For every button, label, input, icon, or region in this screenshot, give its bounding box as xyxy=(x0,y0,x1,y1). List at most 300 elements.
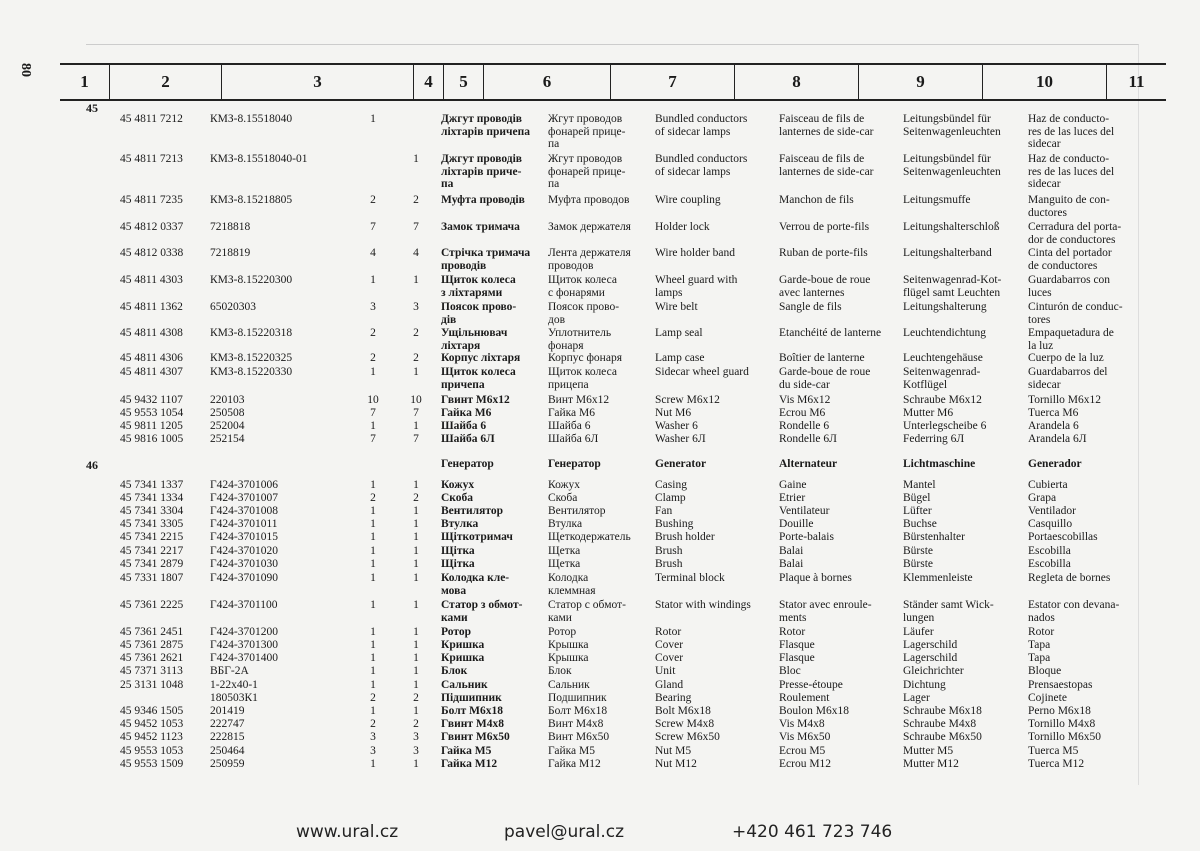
qty-col5-cell: 1 xyxy=(413,639,419,651)
part-number-cell: 180503К1 xyxy=(210,692,258,704)
russian-name-cell: Колодка клеммная xyxy=(548,572,596,597)
german-name-cell: Leitungshalterband xyxy=(903,247,992,259)
qty-col4-cell: 1 xyxy=(370,505,376,517)
qty-col5-cell: 2 xyxy=(413,194,419,206)
ukrainian-name-cell: Гвинт М6x50 xyxy=(441,731,510,743)
qty-col4-cell: 2 xyxy=(370,692,376,704)
code-cell: 45 9432 1107 xyxy=(120,394,183,406)
part-number-cell: КМЗ-8.15518040 xyxy=(210,113,293,125)
qty-col4-cell: 1 xyxy=(370,705,376,717)
english-name-cell: Terminal block xyxy=(655,572,725,584)
german-name-cell: Schraube M6x12 xyxy=(903,394,982,406)
ukrainian-name-cell: Ротор xyxy=(441,626,471,638)
french-name-cell: Plaque à bornes xyxy=(779,572,852,584)
russian-name-cell: Замок держателя xyxy=(548,221,631,233)
russian-name-cell: Гайка М5 xyxy=(548,745,595,757)
spanish-name-cell: Guardabarros del sidecar xyxy=(1028,366,1108,391)
part-number-cell: Г424-3701008 xyxy=(210,505,278,517)
ukrainian-name-cell: Щітка xyxy=(441,558,475,570)
english-name-cell: Bolt M6x18 xyxy=(655,705,711,717)
code-cell: 25 3131 1048 xyxy=(120,679,184,691)
code-cell: 45 4811 7212 xyxy=(120,113,183,125)
qty-col5-cell: 1 xyxy=(413,366,419,378)
part-number-cell: КМЗ-8.15220318 xyxy=(210,327,293,339)
qty-col5-cell: 3 xyxy=(413,731,419,743)
russian-name-cell: Винт М6x50 xyxy=(548,731,610,743)
russian-name-cell: Кожух xyxy=(548,479,581,491)
qty-col4-cell: 1 xyxy=(370,545,376,557)
qty-col4-cell: 7 xyxy=(370,221,376,233)
french-name-cell: Presse-étoupe xyxy=(779,679,843,691)
ukrainian-name-cell: Кожух xyxy=(441,479,475,491)
spanish-name-cell: Estator con devana- nados xyxy=(1028,599,1120,624)
ukrainian-name-cell: Гайка М5 xyxy=(441,745,492,757)
english-name-cell: Brush xyxy=(655,558,683,570)
german-name-cell: Gleichrichter xyxy=(903,665,964,677)
column-header-7: 7 xyxy=(611,65,735,99)
english-name-cell: Wire coupling xyxy=(655,194,721,206)
qty-col5-cell: 7 xyxy=(413,433,419,445)
german-name-cell: Leitungshalterung xyxy=(903,301,987,313)
qty-col5-cell: 1 xyxy=(413,572,419,584)
spanish-name-cell: Tapa xyxy=(1028,639,1051,651)
french-name-cell: Bloc xyxy=(779,665,801,677)
part-number-cell: 7218819 xyxy=(210,247,251,259)
part-number-cell: Г424-3701090 xyxy=(210,572,278,584)
code-cell: 45 4811 4303 xyxy=(120,274,183,286)
qty-col4-cell: 1 xyxy=(370,679,376,691)
russian-name-cell: Шайба 6Л xyxy=(548,433,599,445)
ukrainian-name-cell: Муфта проводів xyxy=(441,194,525,206)
spanish-name-cell: Cerradura del porta- dor de conductores xyxy=(1028,221,1122,246)
russian-name-cell: Поясок прово- дов xyxy=(548,301,620,326)
english-name-cell: Cover xyxy=(655,639,684,651)
part-number-cell: КМЗ-8.15220330 xyxy=(210,366,293,378)
ukrainian-name-cell: Кришка xyxy=(441,639,485,651)
part-number-cell: Г424-3701100 xyxy=(210,599,278,611)
qty-col4-cell: 2 xyxy=(370,194,376,206)
code-cell: 45 7341 1337 xyxy=(120,479,184,491)
part-number-cell: Г424-3701015 xyxy=(210,531,278,543)
spanish-name-cell: Ventilador xyxy=(1028,505,1076,517)
french-name-cell: Etanchéité de lanterne xyxy=(779,327,882,339)
french-name-cell: Rotor xyxy=(779,626,806,638)
german-name-cell: Bügel xyxy=(903,492,931,504)
english-name-cell: Stator with windings xyxy=(655,599,751,611)
qty-col4-cell: 1 xyxy=(370,366,376,378)
ukrainian-name-cell: Статор з обмот- ками xyxy=(441,599,523,624)
german-name-cell: Federring 6Л xyxy=(903,433,965,445)
english-name-cell: Rotor xyxy=(655,626,682,638)
spanish-name-cell: Cojinete xyxy=(1028,692,1067,704)
french-name-cell: Balai xyxy=(779,545,804,557)
german-name-cell: Schraube M6x18 xyxy=(903,705,982,717)
spanish-name-cell: Tornillo M6x12 xyxy=(1028,394,1101,406)
german-name-cell: Lagerschild xyxy=(903,652,958,664)
german-name-cell: Leuchtendichtung xyxy=(903,327,987,339)
russian-name-cell: Блок xyxy=(548,665,572,677)
part-number-cell: 250464 xyxy=(210,745,245,757)
code-cell: 45 7361 2875 xyxy=(120,639,184,651)
german-name-cell: Unterlegscheibe 6 xyxy=(903,420,987,432)
spanish-name-cell: Portaescobillas xyxy=(1028,531,1098,543)
ukrainian-name-cell: Вентилятор xyxy=(441,505,503,517)
section-number: 45 xyxy=(86,101,98,115)
russian-name-cell: Жгут проводов фонарей прице- па xyxy=(548,153,626,190)
russian-name-cell: Крышка xyxy=(548,639,589,651)
german-name-cell: Lagerschild xyxy=(903,639,958,651)
english-name-cell: Lamp case xyxy=(655,352,705,364)
part-number-cell: КМЗ-8.15220300 xyxy=(210,274,293,286)
spanish-name-cell: Guardabarros con luces xyxy=(1028,274,1111,299)
code-cell: 45 9452 1123 xyxy=(120,731,183,743)
french-name-cell: Ecrou M6 xyxy=(779,407,826,419)
spanish-name-cell: Tuerca M5 xyxy=(1028,745,1079,757)
qty-col5-cell: 4 xyxy=(413,247,419,259)
german-name-cell: Seitenwagenrad-Kot- flügel samt Leuchten xyxy=(903,274,1002,299)
english-name-cell: Wire holder band xyxy=(655,247,736,259)
french-name-cell: Douille xyxy=(779,518,814,530)
qty-col4-cell: 2 xyxy=(370,327,376,339)
code-cell: 45 7341 3304 xyxy=(120,505,184,517)
part-number-cell: 220103 xyxy=(210,394,245,406)
english-name-cell: Wire belt xyxy=(655,301,698,313)
part-number-cell: КМЗ-8.15518040-01 xyxy=(210,153,308,165)
ukrainian-name-cell: Гайка М12 xyxy=(441,758,498,770)
russian-name-cell: Жгут проводов фонарей прице- па xyxy=(548,113,626,150)
qty-col5-cell: 7 xyxy=(413,221,419,233)
part-number-cell: 250959 xyxy=(210,758,245,770)
spanish-name-cell: Tornillo M6x50 xyxy=(1028,731,1101,743)
english-name-cell: Fan xyxy=(655,505,673,517)
qty-col5-cell: 3 xyxy=(413,301,419,313)
part-number-cell: Г424-3701200 xyxy=(210,626,278,638)
spanish-name-cell: Cubierta xyxy=(1028,479,1068,491)
ukrainian-name-cell: Джгут проводів ліхтарів приче- па xyxy=(441,153,523,190)
qty-col5-cell: 1 xyxy=(413,705,419,717)
code-cell: 45 9553 1054 xyxy=(120,407,184,419)
russian-name-cell: Подшипник xyxy=(548,692,607,704)
french-name-cell: Vis M6x50 xyxy=(779,731,831,743)
qty-col4-cell: 2 xyxy=(370,492,376,504)
french-name-cell: Vis M6x12 xyxy=(779,394,831,406)
french-name-cell: Rondelle 6Л xyxy=(779,433,837,445)
qty-col5-cell: 1 xyxy=(413,274,419,286)
german-name-cell: Leitungsmuffe xyxy=(903,194,971,206)
spanish-name-cell: Escobilla xyxy=(1028,558,1071,570)
part-number-cell: 222747 xyxy=(210,718,245,730)
code-cell: 45 9553 1509 xyxy=(120,758,184,770)
german-name-cell: Leitungsbündel für Seitenwagenleuchten xyxy=(903,113,1001,138)
code-cell: 45 7341 2217 xyxy=(120,545,184,557)
footer-email[interactable]: pavel@ural.cz xyxy=(504,822,625,842)
ukrainian-name-cell: Шайба 6 xyxy=(441,420,487,432)
qty-col5-cell: 1 xyxy=(413,665,419,677)
part-number-cell: 65020303 xyxy=(210,301,256,313)
section-title-de: Lichtmaschine xyxy=(903,458,976,470)
french-name-cell: Boulon M6x18 xyxy=(779,705,849,717)
section-title-en: Generator xyxy=(655,458,707,470)
ukrainian-name-cell: Шайба 6Л xyxy=(441,433,495,445)
column-header-3: 3 xyxy=(222,65,414,99)
code-cell: 45 9816 1005 xyxy=(120,433,184,445)
french-name-cell: Balai xyxy=(779,558,804,570)
english-name-cell: Bushing xyxy=(655,518,694,530)
ukrainian-name-cell: Сальник xyxy=(441,679,488,691)
french-name-cell: Gaine xyxy=(779,479,807,491)
qty-col5-cell: 1 xyxy=(413,545,419,557)
german-name-cell: Lager xyxy=(903,692,930,704)
ukrainian-name-cell: Гвинт М4x8 xyxy=(441,718,504,730)
german-name-cell: Leitungshalterschloß xyxy=(903,221,1000,233)
german-name-cell: Mutter M6 xyxy=(903,407,954,419)
german-name-cell: Buchse xyxy=(903,518,937,530)
french-name-cell: Stator avec enroule- ments xyxy=(779,599,872,624)
part-number-cell: 252154 xyxy=(210,433,245,445)
part-number-cell: 222815 xyxy=(210,731,245,743)
spanish-name-cell: Bloque xyxy=(1028,665,1062,677)
section-number: 46 xyxy=(86,458,98,472)
part-number-cell: Г424-3701400 xyxy=(210,652,278,664)
russian-name-cell: Гайка М6 xyxy=(548,407,595,419)
part-number-cell: КМЗ-8.15220325 xyxy=(210,352,293,364)
qty-col4-cell: 4 xyxy=(370,247,376,259)
german-name-cell: Läufer xyxy=(903,626,934,638)
ukrainian-name-cell: Стрічка тримача проводів xyxy=(441,247,531,272)
russian-name-cell: Скоба xyxy=(548,492,578,504)
spanish-name-cell: Arandela 6Л xyxy=(1028,433,1087,445)
german-name-cell: Dichtung xyxy=(903,679,946,691)
code-cell: 45 4811 7235 xyxy=(120,194,183,206)
english-name-cell: Screw M6x12 xyxy=(655,394,720,406)
ukrainian-name-cell: Корпус ліхтаря xyxy=(441,352,521,364)
footer-website[interactable]: www.ural.cz xyxy=(296,822,399,842)
qty-col4-cell: 1 xyxy=(370,558,376,570)
russian-name-cell: Щетка xyxy=(548,545,581,557)
spanish-name-cell: Rotor xyxy=(1028,626,1055,638)
qty-col4-cell: 1 xyxy=(370,652,376,664)
qty-col5-cell: 7 xyxy=(413,407,419,419)
qty-col4-cell: 3 xyxy=(370,731,376,743)
french-name-cell: Porte-balais xyxy=(779,531,834,543)
code-cell: 45 4811 4307 xyxy=(120,366,183,378)
english-name-cell: Unit xyxy=(655,665,676,677)
code-cell: 45 7371 3113 xyxy=(120,665,183,677)
ukrainian-name-cell: Джгут проводів ліхтарів причепа xyxy=(441,113,530,138)
russian-name-cell: Корпус фонаря xyxy=(548,352,622,364)
french-name-cell: Etrier xyxy=(779,492,806,504)
qty-col5-cell: 2 xyxy=(413,692,419,704)
ukrainian-name-cell: Скоба xyxy=(441,492,474,504)
part-number-cell: Г424-3701007 xyxy=(210,492,278,504)
english-name-cell: Nut M12 xyxy=(655,758,697,770)
german-name-cell: Klemmenleiste xyxy=(903,572,973,584)
qty-col4-cell: 10 xyxy=(367,394,379,406)
qty-col4-cell: 1 xyxy=(370,572,376,584)
code-cell: 45 7341 3305 xyxy=(120,518,184,530)
code-cell: 45 7331 1807 xyxy=(120,572,184,584)
qty-col5-cell: 1 xyxy=(413,558,419,570)
qty-col4-cell: 1 xyxy=(370,479,376,491)
column-header-10: 10 xyxy=(983,65,1107,99)
part-number-cell: 1-22x40-1 xyxy=(210,679,258,691)
ukrainian-name-cell: Блок xyxy=(441,665,468,677)
german-name-cell: Mutter M5 xyxy=(903,745,954,757)
ukrainian-name-cell: Щиток колеса з ліхтарями xyxy=(441,274,516,299)
ukrainian-name-cell: Болт М6x18 xyxy=(441,705,504,717)
french-name-cell: Flasque xyxy=(779,639,815,651)
column-header-4: 4 xyxy=(414,65,444,99)
spanish-name-cell: Cuerpo de la luz xyxy=(1028,352,1104,364)
code-cell: 45 4811 7213 xyxy=(120,153,183,165)
spanish-name-cell: Regleta de bornes xyxy=(1028,572,1111,584)
german-name-cell: Bürstenhalter xyxy=(903,531,965,543)
part-number-cell: Г424-3701020 xyxy=(210,545,278,557)
english-name-cell: Screw M4x8 xyxy=(655,718,715,730)
ukrainian-name-cell: Замок тримача xyxy=(441,221,520,233)
code-cell: 45 7341 2215 xyxy=(120,531,184,543)
spanish-name-cell: Cinturón de conduc- tores xyxy=(1028,301,1123,326)
code-cell: 45 4812 0337 xyxy=(120,221,184,233)
section-title-es: Generador xyxy=(1028,458,1082,470)
spanish-name-cell: Grapa xyxy=(1028,492,1057,504)
french-name-cell: Faisceau de fils de lanternes de side-car xyxy=(779,113,874,138)
code-cell: 45 7361 2451 xyxy=(120,626,184,638)
spanish-name-cell: Prensaestopas xyxy=(1028,679,1093,691)
qty-col4-cell: 1 xyxy=(370,665,376,677)
code-cell: 45 9811 1205 xyxy=(120,420,183,432)
english-name-cell: Bundled conductors of sidecar lamps xyxy=(655,153,748,178)
spanish-name-cell: Casquillo xyxy=(1028,518,1073,530)
english-name-cell: Holder lock xyxy=(655,221,710,233)
spanish-name-cell: Arandela 6 xyxy=(1028,420,1079,432)
english-name-cell: Washer 6Л xyxy=(655,433,706,445)
part-number-cell: Г424-3701030 xyxy=(210,558,278,570)
column-header-1: 1 xyxy=(60,65,110,99)
ukrainian-name-cell: Кришка xyxy=(441,652,485,664)
code-cell: 45 7361 2621 xyxy=(120,652,184,664)
english-name-cell: Bearing xyxy=(655,692,692,704)
german-name-cell: Leitungsbündel für Seitenwagenleuchten xyxy=(903,153,1001,178)
section-title-ru: Генератор xyxy=(548,458,601,470)
english-name-cell: Nut M6 xyxy=(655,407,692,419)
russian-name-cell: Щиток колеса с фонарями xyxy=(548,274,617,299)
spanish-name-cell: Escobilla xyxy=(1028,545,1071,557)
german-name-cell: Seitenwagenrad- Kotflügel xyxy=(903,366,981,391)
qty-col5-cell: 1 xyxy=(413,626,419,638)
german-name-cell: Leuchtengehäuse xyxy=(903,352,983,364)
qty-col4-cell: 2 xyxy=(370,718,376,730)
english-name-cell: Bundled conductors of sidecar lamps xyxy=(655,113,748,138)
spanish-name-cell: Tuerca M6 xyxy=(1028,407,1079,419)
column-header-9: 9 xyxy=(859,65,983,99)
part-number-cell: КМЗ-8.15218805 xyxy=(210,194,293,206)
ukrainian-name-cell: Втулка xyxy=(441,518,479,530)
qty-col4-cell: 1 xyxy=(370,599,376,611)
code-cell: 45 9452 1053 xyxy=(120,718,184,730)
qty-col4-cell: 1 xyxy=(370,113,376,125)
footer-phone: +420 461 723 746 xyxy=(732,822,893,842)
qty-col4-cell: 3 xyxy=(370,301,376,313)
qty-col4-cell: 1 xyxy=(370,626,376,638)
qty-col5-cell: 2 xyxy=(413,718,419,730)
qty-col4-cell: 3 xyxy=(370,745,376,757)
russian-name-cell: Щиток колеса прицепа xyxy=(548,366,617,391)
qty-col5-cell: 1 xyxy=(413,479,419,491)
column-header-2: 2 xyxy=(110,65,222,99)
part-number-cell: Г424-3701011 xyxy=(210,518,278,530)
english-name-cell: Lamp seal xyxy=(655,327,703,339)
qty-col5-cell: 2 xyxy=(413,327,419,339)
qty-col5-cell: 1 xyxy=(413,518,419,530)
french-name-cell: Garde-boue de roue avec lanternes xyxy=(779,274,871,299)
german-name-cell: Bürste xyxy=(903,558,934,570)
ukrainian-name-cell: Підшипник xyxy=(441,692,502,704)
russian-name-cell: Винт М4x8 xyxy=(548,718,604,730)
table-header xyxy=(60,63,1166,101)
russian-name-cell: Крышка xyxy=(548,652,589,664)
french-name-cell: Faisceau de fils de lanternes de side-car xyxy=(779,153,874,178)
code-cell: 45 4812 0338 xyxy=(120,247,184,259)
code-cell: 45 7361 2225 xyxy=(120,599,184,611)
english-name-cell: Nut M5 xyxy=(655,745,692,757)
english-name-cell: Gland xyxy=(655,679,684,691)
french-name-cell: Roulement xyxy=(779,692,830,704)
ukrainian-name-cell: Гайка М6 xyxy=(441,407,492,419)
code-cell: 45 4811 1362 xyxy=(120,301,183,313)
column-header-11: 11 xyxy=(1128,72,1145,91)
ukrainian-name-cell: Поясок прово- дів xyxy=(441,301,517,326)
spanish-name-cell: Tornillo M4x8 xyxy=(1028,718,1096,730)
qty-col4-cell: 1 xyxy=(370,758,376,770)
code-cell: 45 4811 4306 xyxy=(120,352,183,364)
french-name-cell: Sangle de fils xyxy=(779,301,842,313)
qty-col5-cell: 2 xyxy=(413,492,419,504)
spanish-name-cell: Cinta del portador de conductores xyxy=(1028,247,1112,272)
code-cell: 45 7341 1334 xyxy=(120,492,184,504)
russian-name-cell: Сальник xyxy=(548,679,590,691)
russian-name-cell: Муфта проводов xyxy=(548,194,630,206)
qty-col5-cell: 1 xyxy=(413,531,419,543)
section-title-fr: Alternateur xyxy=(779,458,838,470)
russian-name-cell: Шайба 6 xyxy=(548,420,591,432)
part-number-cell: ВБГ-2А xyxy=(210,665,249,677)
russian-name-cell: Вентилятор xyxy=(548,505,606,517)
english-name-cell: Screw M6x50 xyxy=(655,731,720,743)
spanish-name-cell: Empaquetadura de la luz xyxy=(1028,327,1114,352)
ukrainian-name-cell: Гвинт М6x12 xyxy=(441,394,510,406)
part-number-cell: 250508 xyxy=(210,407,245,419)
english-name-cell: Brush xyxy=(655,545,683,557)
qty-col5-cell: 1 xyxy=(413,153,419,165)
spanish-name-cell: Tuerca M12 xyxy=(1028,758,1085,770)
column-header-8: 8 xyxy=(735,65,859,99)
ukrainian-name-cell: Колодка кле- мова xyxy=(441,572,510,597)
qty-col5-cell: 10 xyxy=(410,394,422,406)
russian-name-cell: Ротор xyxy=(548,626,577,638)
french-name-cell: Rondelle 6 xyxy=(779,420,830,432)
english-name-cell: Clamp xyxy=(655,492,686,504)
part-number-cell: 201419 xyxy=(210,705,245,717)
part-number-cell: Г424-3701006 xyxy=(210,479,278,491)
part-number-cell: 7218818 xyxy=(210,221,251,233)
french-name-cell: Manchon de fils xyxy=(779,194,854,206)
spanish-name-cell: Haz de conducto- res de las luces del sidecar xyxy=(1028,153,1115,190)
french-name-cell: Garde-boue de roue du side-car xyxy=(779,366,871,391)
qty-col5-cell: 1 xyxy=(413,758,419,770)
german-name-cell: Schraube M6x50 xyxy=(903,731,982,743)
english-name-cell: Brush holder xyxy=(655,531,715,543)
